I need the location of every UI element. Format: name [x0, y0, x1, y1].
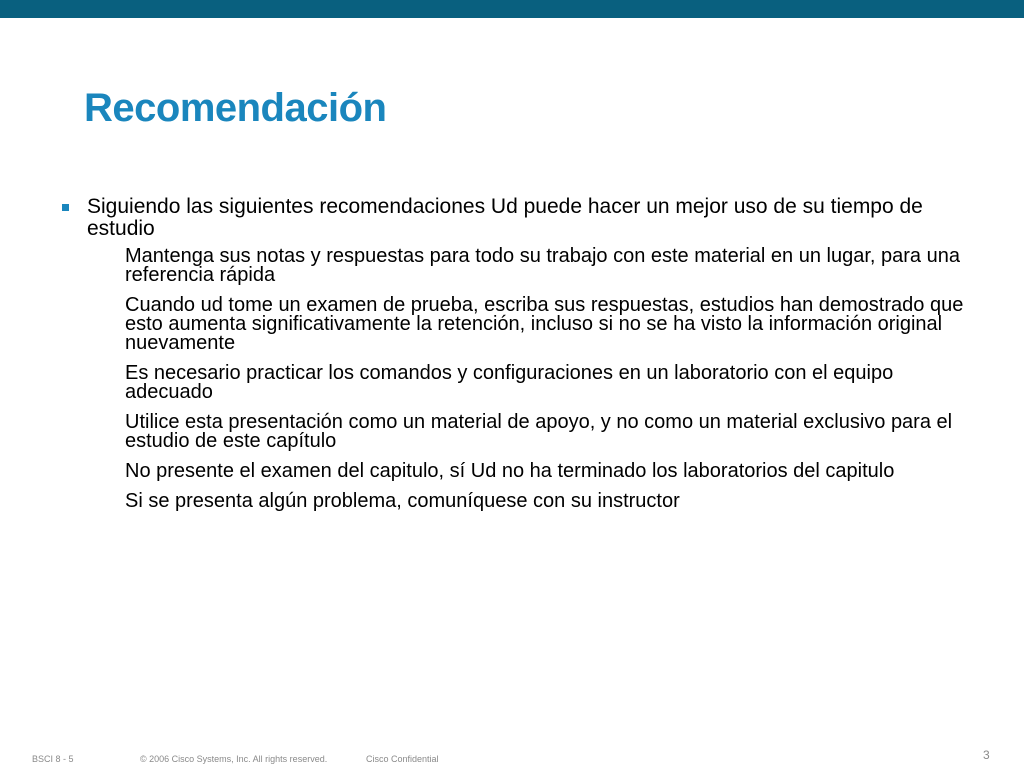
sub-item: No presente el examen del capitulo, sí Ud no ha terminado los laboratorios del capitulo — [125, 460, 895, 482]
square-bullet-icon — [62, 204, 69, 211]
bullet-item — [62, 196, 962, 240]
sub-item: Es necesario practicar los comandos y configuraciones en un laboratorio con el equipo adecuado — [125, 362, 894, 403]
bullet-text: Siguiendo las siguientes recomendaciones Ud puede hacer un mejor uso de su tiempo de estudio — [87, 195, 923, 240]
footer-course-code: BSCI 8 - 5 — [32, 754, 74, 764]
slide-title: Recomendación — [84, 86, 387, 130]
slide-content — [62, 196, 962, 522]
top-bar — [0, 0, 1024, 18]
sub-item: Cuando ud tome un examen de prueba, escriba sus respuestas, estudios han demostrado que esto aumenta significativamente la retención, incluso si no se ha visto la información original nuevamente — [125, 294, 964, 354]
page-number: 3 — [983, 748, 990, 762]
sub-item: Si se presenta algún problema, comuníquese con su instructor — [125, 490, 680, 512]
sub-item: Mantenga sus notas y respuestas para todo su trabajo con este material en un lugar, para una referencia rápida — [125, 245, 960, 286]
footer-copyright: © 2006 Cisco Systems, Inc. All rights reserved. — [140, 754, 328, 764]
sub-item: Utilice esta presentación como un material de apoyo, y no como un material exclusivo para el estudio de este capítulo — [125, 411, 953, 452]
sub-list — [62, 247, 962, 511]
footer-confidential: Cisco Confidential — [366, 754, 439, 764]
